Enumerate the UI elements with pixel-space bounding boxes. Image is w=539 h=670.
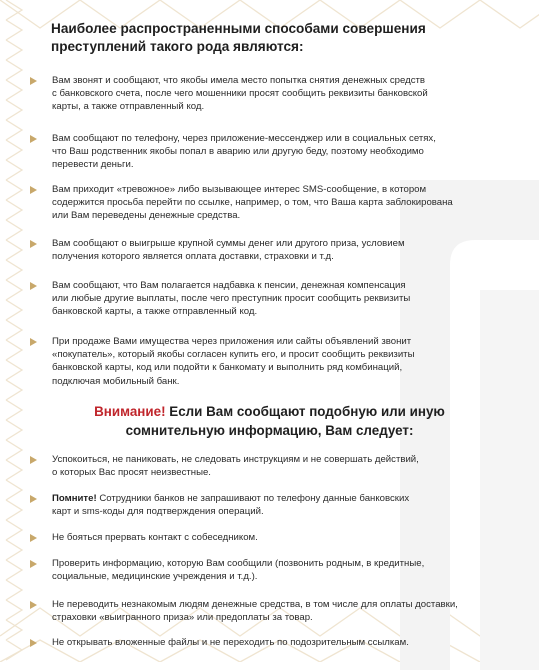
method-text-line: с банковского счета, после чего мошенники просят сообщить реквизиты банковской [52,88,428,100]
advice-text-line: Успокоиться, не паниковать, не следовать инструкциям и не совершать действий, [52,454,419,465]
method-text-line: что Ваш родственник якобы попал в аварию или другую беду, поэтому необходимо [52,146,424,158]
advice-text-line: Не бояться прервать контакт с собеседником. [52,532,258,543]
method-text-line: банковской карты, а также отправленный код. [52,306,258,318]
triangle-bullet-icon [30,601,37,609]
method-text-line: банковской карты, код или подойти к банкомату и выполнить ряд комбинаций, [52,362,403,374]
triangle-bullet-icon [30,639,37,647]
advice-text-line: карт и sms-коды для подтверждения операций. [52,506,264,518]
method-text-line: Вам сообщают, что Вам полагается надбавка к пенсии, денежная компенсация [52,280,406,291]
method-text-line: Вам сообщают о выигрыше крупной суммы денег или другого приза, условием [52,238,405,249]
method-text-line: Вам сообщают по телефону, через приложение-мессенджер или в социальных сетях, [52,133,436,144]
triangle-bullet-icon [30,456,37,464]
triangle-bullet-icon [30,240,37,248]
advice-text-line [52,492,530,505]
method-text-line: «покупатель», который якобы согласен купить его, и просит сообщить реквизиты [52,349,415,361]
title-line-2: преступлений такого рода являются: [51,39,304,54]
advice-text-line: Не переводить незнакомым людям денежные средства, в том числе для оплаты доставки, [52,599,458,610]
method-text-line: перевести деньги. [52,159,134,171]
page-title [51,20,521,56]
advice-text-line: страховки «выигранного приза» или предоплаты за товар. [52,612,313,624]
method-text-line: или любые другие выплаты, после чего преступник просит сообщить реквизиты [52,293,411,305]
method-text-line: содержится просьба перейти по ссылке, например, о том, что Ваша карта заблокирована [52,197,453,209]
triangle-bullet-icon [30,77,37,85]
warning-heading [0,402,539,440]
warning-line-1-text: Если Вам сообщают подобную или иную [165,404,445,419]
triangle-bullet-icon [30,135,37,143]
advice-text-line: о которых Вас просят неизвестные. [52,467,211,479]
triangle-bullet-icon [30,338,37,346]
method-text-line: Вам приходит «тревожное» либо вызывающее интерес SMS-сообщение, в котором [52,184,427,195]
triangle-bullet-icon [30,186,37,194]
method-text-line: или Вам переведены денежные средства. [52,210,241,222]
remember-label: Помните! [52,493,97,504]
triangle-bullet-icon [30,282,37,290]
advice-text: Сотрудники банков не запрашивают по телефону данные банковских [96,493,410,504]
method-text-line: карты, а также отправленный код. [52,101,205,113]
method-text-line: подключая мобильный банк. [52,375,180,387]
triangle-bullet-icon [30,534,37,542]
method-text-line: получения которого является оплата доставки, страховки и т.д. [52,251,334,263]
method-text-line: Вам звонят и сообщают, что якобы имела место попытка снятия денежных средств [52,75,426,86]
warning-line-1 [0,402,539,421]
advice-text-line: Не открывать вложенные файлы и не переходить по подозрительным ссылкам. [52,637,409,648]
title-line-1: Наиболее распространенными способами совершения [51,21,426,36]
advice-text-line: Проверить информацию, которую Вам сообщили (позвонить родным, в кредитные, [52,558,425,569]
warning-highlight: Внимание! [94,404,166,419]
triangle-bullet-icon [30,495,37,503]
method-text-line: При продаже Вами имущества через приложения или сайты объявлений звонит [52,336,412,347]
triangle-bullet-icon [30,560,37,568]
advice-text-line: социальные, медицинские учреждения и т.д.). [52,571,258,583]
warning-line-2: сомнительную информацию, Вам следует: [125,423,414,438]
